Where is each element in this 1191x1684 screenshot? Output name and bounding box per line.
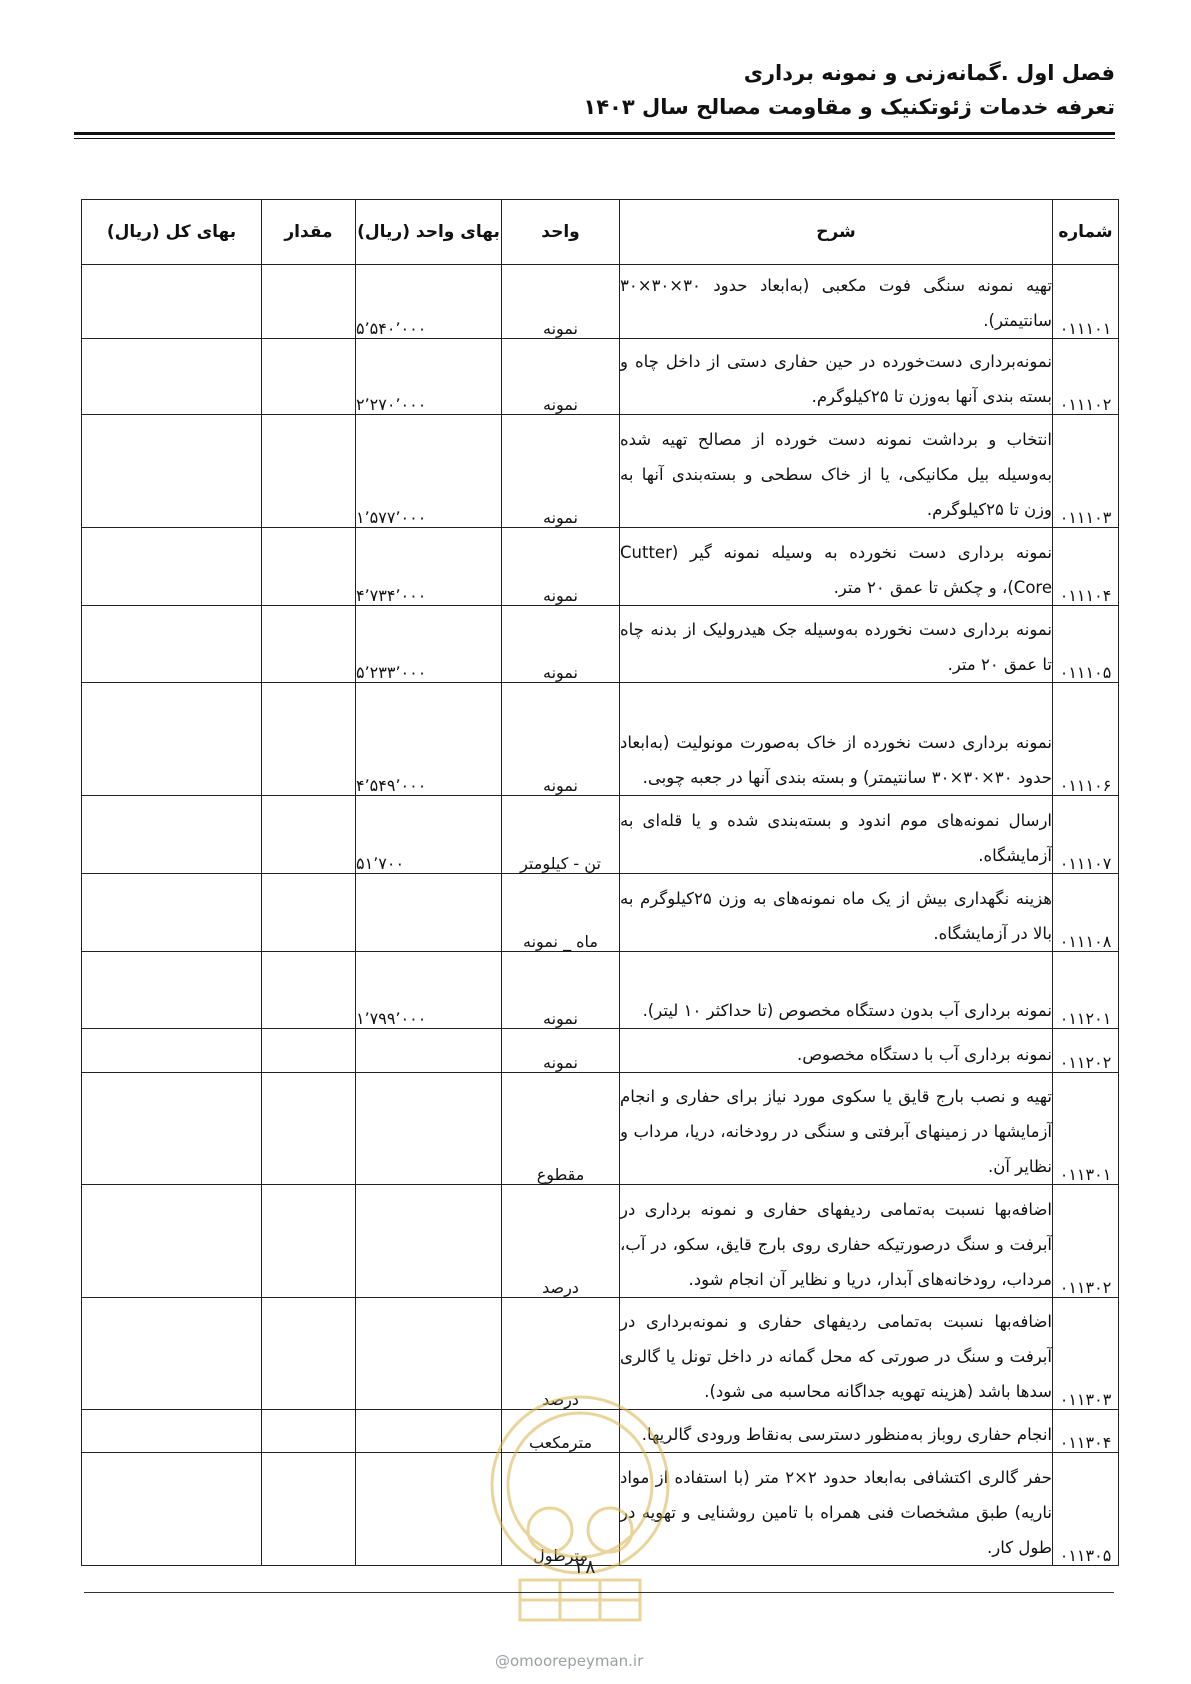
table-row [82,952,1119,1029]
row-total [82,952,262,1029]
row-total [82,415,262,528]
header-rule-thin [74,138,1115,139]
row-unit: نمونه [502,415,620,528]
table-header-row [82,200,1119,265]
row-total [82,265,262,339]
row-total [82,874,262,952]
row-unit: نمونه [502,606,620,683]
row-code: ۰۱۱۳۰۲ [1053,1185,1119,1298]
row-unit: درصد [502,1185,620,1298]
row-unit-price: ۲٬۲۷۰٬۰۰۰ [356,339,502,415]
row-quantity [262,952,356,1029]
row-unit-price: ۵٬۲۳۳٬۰۰۰ [356,606,502,683]
col-header-total: بهای کل (ریال) [82,200,262,265]
row-unit-price: ۱٬۷۹۹٬۰۰۰ [356,952,502,1029]
table-row [82,796,1119,874]
row-description: نمونه برداری دست نخورده از خاک به‌صورت مونولیت (به‌ابعاد حدود ۳۰×۳۰×۳۰ سانتیمتر) و بسته بندی آنها در جعبه چوبی. [620,683,1053,796]
chapter-title: فصل اول .گمانه‌زنی و نمونه برداری [743,61,1115,85]
row-unit-price [356,1073,502,1185]
row-description: نمونه برداری دست نخورده به‌وسیله جک هیدرولیک از بدنه چاه تا عمق ۲۰ متر. [620,606,1053,683]
row-total [82,1298,262,1410]
row-description: نمونه برداری دست نخورده به وسیله نمونه گیر (Cutter Core)، و چکش تا عمق ۲۰ متر. [620,528,1053,606]
row-code: ۰۱۱۱۰۷ [1053,796,1119,874]
row-code: ۰۱۱۱۰۴ [1053,528,1119,606]
row-total [82,528,262,606]
row-unit: مترطول [502,1453,620,1566]
row-total [82,683,262,796]
row-code: ۰۱۱۳۰۴ [1053,1410,1119,1453]
row-description: تهیه و نصب بارج قایق یا سکوی مورد نیاز برای حفاری و انجام آزمایشها در زمینهای آبرفتی و سنگی در رودخانه، دریا، مرداب و نظایر آن. [620,1073,1053,1185]
row-total [82,1185,262,1298]
row-unit-price: ۴٬۷۳۴٬۰۰۰ [356,528,502,606]
table-row [82,265,1119,339]
row-unit: نمونه [502,339,620,415]
row-code: ۰۱۱۳۰۱ [1053,1073,1119,1185]
page-number: ۲۸ [575,1556,596,1578]
row-unit: نمونه [502,952,620,1029]
row-total [82,1073,262,1185]
row-total [82,1453,262,1566]
col-header-qty: مقدار [262,200,356,265]
row-quantity [262,606,356,683]
table-row [82,528,1119,606]
row-description: اضافه‌بها نسبت به‌تمامی ردیفهای حفاری و نمونه برداری در آبرفت و سنگ درصورتیکه حفاری روی بارج قایق، سکو، در آب، مرداب، رودخانه‌های آبدار، دریا و نظایر آن انجام شود. [620,1185,1053,1298]
table-row [82,415,1119,528]
page-header [76,56,1115,124]
row-unit: نمونه [502,683,620,796]
row-quantity [262,683,356,796]
row-total [82,606,262,683]
row-quantity [262,415,356,528]
row-unit-price [356,1029,502,1073]
row-description: ارسال نمونه‌های موم اندود و بسته‌بندی شده و یا قله‌ای به آزمایشگاه. [620,796,1053,874]
row-code: ۰۱۱۳۰۳ [1053,1298,1119,1410]
row-quantity [262,1410,356,1453]
row-quantity [262,1185,356,1298]
document-title: تعرفه خدمات ژئوتکنیک و مقاومت مصالح سال ۱۴۰۳ [583,95,1115,119]
table-row [82,683,1119,796]
row-quantity [262,265,356,339]
table-row [82,1073,1119,1185]
row-total [82,339,262,415]
row-description: تهیه نمونه سنگی فوت مکعبی (به‌ابعاد حدود ۳۰×۳۰×۳۰ سانتیمتر). [620,265,1053,339]
row-quantity [262,874,356,952]
row-unit-price [356,874,502,952]
rates-table [81,199,1119,1566]
row-total [82,796,262,874]
row-code: ۰۱۱۳۰۵ [1053,1453,1119,1566]
table-row [82,339,1119,415]
row-quantity [262,796,356,874]
row-description: اضافه‌بها نسبت به‌تمامی ردیفهای حفاری و نمونه‌برداری در آبرفت و سنگ در صورتی که محل گمانه در داخل تونل یا گالری سدها باشد (هزینه تهویه جداگانه محاسبه می شود). [620,1298,1053,1410]
row-code: ۰۱۱۲۰۱ [1053,952,1119,1029]
row-unit: مترمکعب [502,1410,620,1453]
row-code: ۰۱۱۱۰۶ [1053,683,1119,796]
row-unit: نمونه [502,528,620,606]
row-code: ۰۱۱۱۰۲ [1053,339,1119,415]
row-unit: نمونه [502,1029,620,1073]
row-unit-price: ۱٬۵۷۷٬۰۰۰ [356,415,502,528]
row-quantity [262,1029,356,1073]
row-total [82,1410,262,1453]
row-total [82,1029,262,1073]
row-code: ۰۱۱۲۰۲ [1053,1029,1119,1073]
row-description: نمونه‌برداری دست‌خورده در حین حفاری دستی از داخل چاه و بسته بندی آنها به‌وزن تا ۲۵کیلوگرم. [620,339,1053,415]
table-row [82,1029,1119,1073]
row-unit: ماه _ نمونه [502,874,620,952]
footer-rule [84,1592,1114,1593]
row-unit: درصد [502,1298,620,1410]
table-row [82,874,1119,952]
table-row [82,606,1119,683]
row-quantity [262,339,356,415]
row-code: ۰۱۱۱۰۵ [1053,606,1119,683]
row-description: حفر گالری اکتشافی به‌ابعاد حدود ۲×۲ متر (با استفاده از مواد ناریه) طبق مشخصات فنی همراه با تامین روشنایی و تهویه در طول کار. [620,1453,1053,1566]
row-unit: مقطوع [502,1073,620,1185]
watermark-url: @omoorepeyman.ir [495,1652,644,1670]
row-code: ۰۱۱۱۰۱ [1053,265,1119,339]
row-code: ۰۱۱۱۰۳ [1053,415,1119,528]
row-quantity [262,528,356,606]
row-description: هزینه نگهداری بیش از یک ماه نمونه‌های به وزن ۲۵کیلوگرم به بالا در آزمایشگاه. [620,874,1053,952]
row-description: انتخاب و برداشت نمونه دست خورده از مصالح تهیه شده به‌وسیله بیل مکانیکی، یا از خاک سطحی و بسته‌بندی آنها به وزن تا ۲۵کیلوگرم. [620,415,1053,528]
row-description: نمونه برداری آب بدون دستگاه مخصوص (تا حداکثر ۱۰ لیتر). [620,952,1053,1029]
row-unit: نمونه [502,265,620,339]
row-unit-price: ۵۱٬۷۰۰ [356,796,502,874]
col-header-price: بهای واحد (ریال) [356,200,502,265]
row-quantity [262,1073,356,1185]
row-quantity [262,1453,356,1566]
table-row [82,1185,1119,1298]
row-description: نمونه برداری آب با دستگاه مخصوص. [620,1029,1053,1073]
row-unit-price [356,1185,502,1298]
col-header-unit: واحد [502,200,620,265]
row-unit: تن - کیلومتر [502,796,620,874]
row-unit-price: ۴٬۵۴۹٬۰۰۰ [356,683,502,796]
header-rule-thick [74,132,1115,135]
row-quantity [262,1298,356,1410]
row-unit-price: ۵٬۵۴۰٬۰۰۰ [356,265,502,339]
row-description: انجام حفاری روباز به‌منظور دسترسی به‌نقاط ورودی گالریها. [620,1410,1053,1453]
col-header-desc: شرح [620,200,1053,265]
row-code: ۰۱۱۱۰۸ [1053,874,1119,952]
col-header-code: شماره [1053,200,1119,265]
